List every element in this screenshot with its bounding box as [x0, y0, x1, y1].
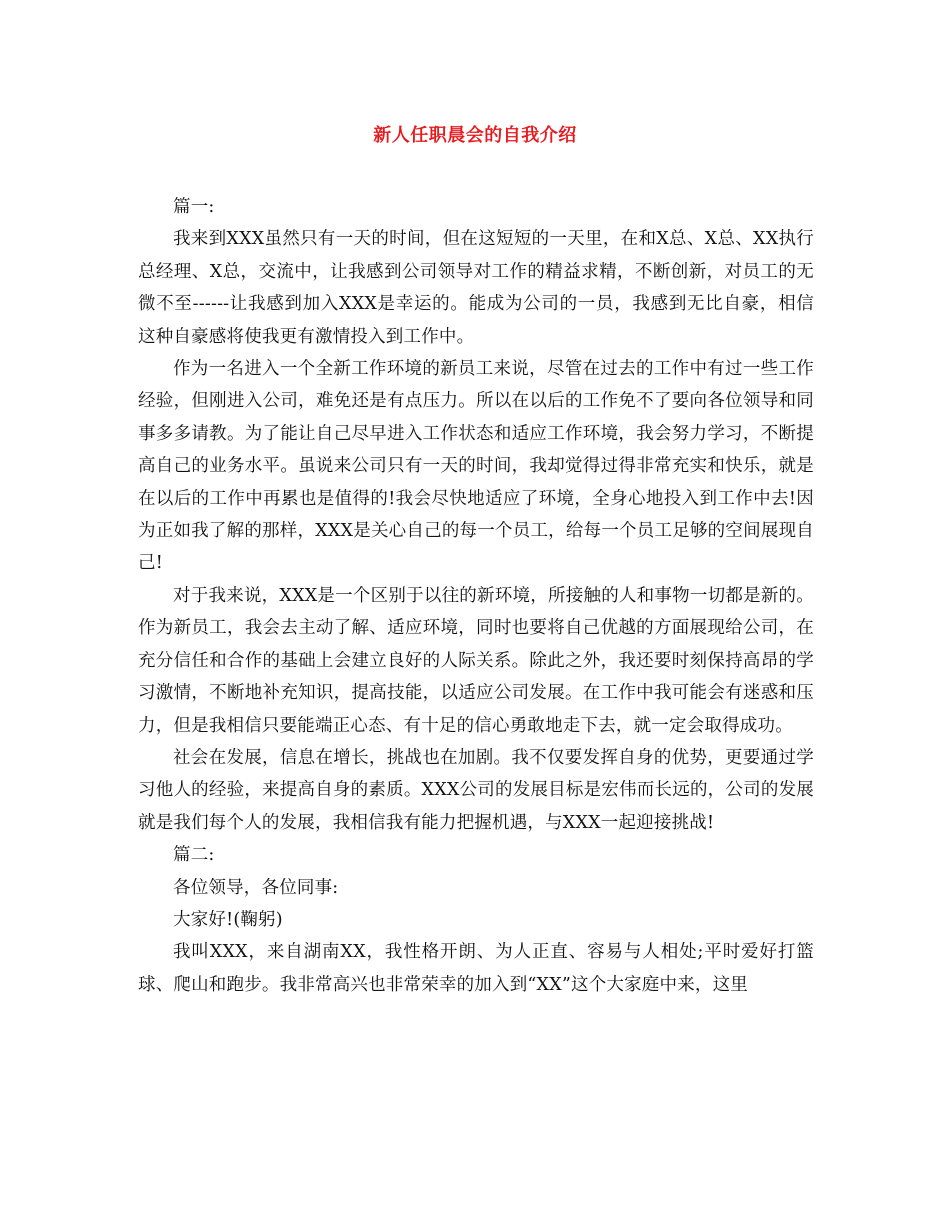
- document-body: [138, 191, 814, 1001]
- paragraph: 我来到XXX虽然只有一天的时间，但在这短短的一天里，在和X总、X总、XX执行总经理、X总，交流中，让我感到公司领导对工作的精益求精，不断创新，对员工的无微不至------让我感到加入XXX是幸运的。能成为公司的一员，我感到无比自豪，相信这种自豪感将使我更有激情投入到工作中。: [138, 229, 814, 347]
- greeting-line: 大家好!(鞠躬): [173, 909, 283, 930]
- paragraph: 社会在发展，信息在增长，挑战也在加剧。我不仅要发挥自身的优势，更要通过学习他人的经验，来提高自身的素质。XXX公司的发展目标是宏伟而长远的，公司的发展就是我们每个人的发展，我相信我有能力把握机遇，与XXX一起迎接挑战!: [138, 747, 814, 833]
- section-label-part-two: 篇二:: [173, 845, 215, 866]
- greeting-line: 各位领导，各位同事:: [173, 877, 339, 898]
- document-title: 新人任职晨会的自我介绍: [373, 125, 577, 146]
- section-label-part-one: 篇一:: [173, 197, 215, 217]
- paragraph: 对于我来说，XXX是一个区别于以往的新环境，所接触的人和事物一切都是新的。作为新员工，我会去主动了解、适应环境，同时也要将自己优越的方面展现给公司，在充分信任和合作的基础上会建立良好的人际关系。除此之外，我还要时刻保持高昂的学习激情，不断地补充知识，提高技能，以适应公司发展。在工作中我可能会有迷惑和压力，但是我相信只要能端正心态、有十足的信心勇敢地走下去，就一定会取得成功。: [138, 585, 814, 736]
- paragraph: 作为一名进入一个全新工作环境的新员工来说，尽管在过去的工作中有过一些工作经验，但刚进入公司，难免还是有点压力。所以在以后的工作免不了要向各位领导和同事多多请教。为了能让自己尽早进入工作状态和适应工作环境，我会努力学习，不断提高自己的业务水平。虽说来公司只有一天的时间，我却觉得过得非常充实和快乐，就是在以后的工作中再累也是值得的!我会尽快地适应了环境，全身心地投入到工作中去!因为正如我了解的那样，XXX是关心自己的每一个员工，给每一个员工足够的空间展现自己!: [138, 359, 814, 574]
- paragraph: 我叫XXX，来自湖南XX，我性格开朗、为人正直、容易与人相处;平时爱好打篮球、爬山和跑步。我非常高兴也非常荣幸的加入到“XX”这个大家庭中来，这里: [138, 942, 814, 995]
